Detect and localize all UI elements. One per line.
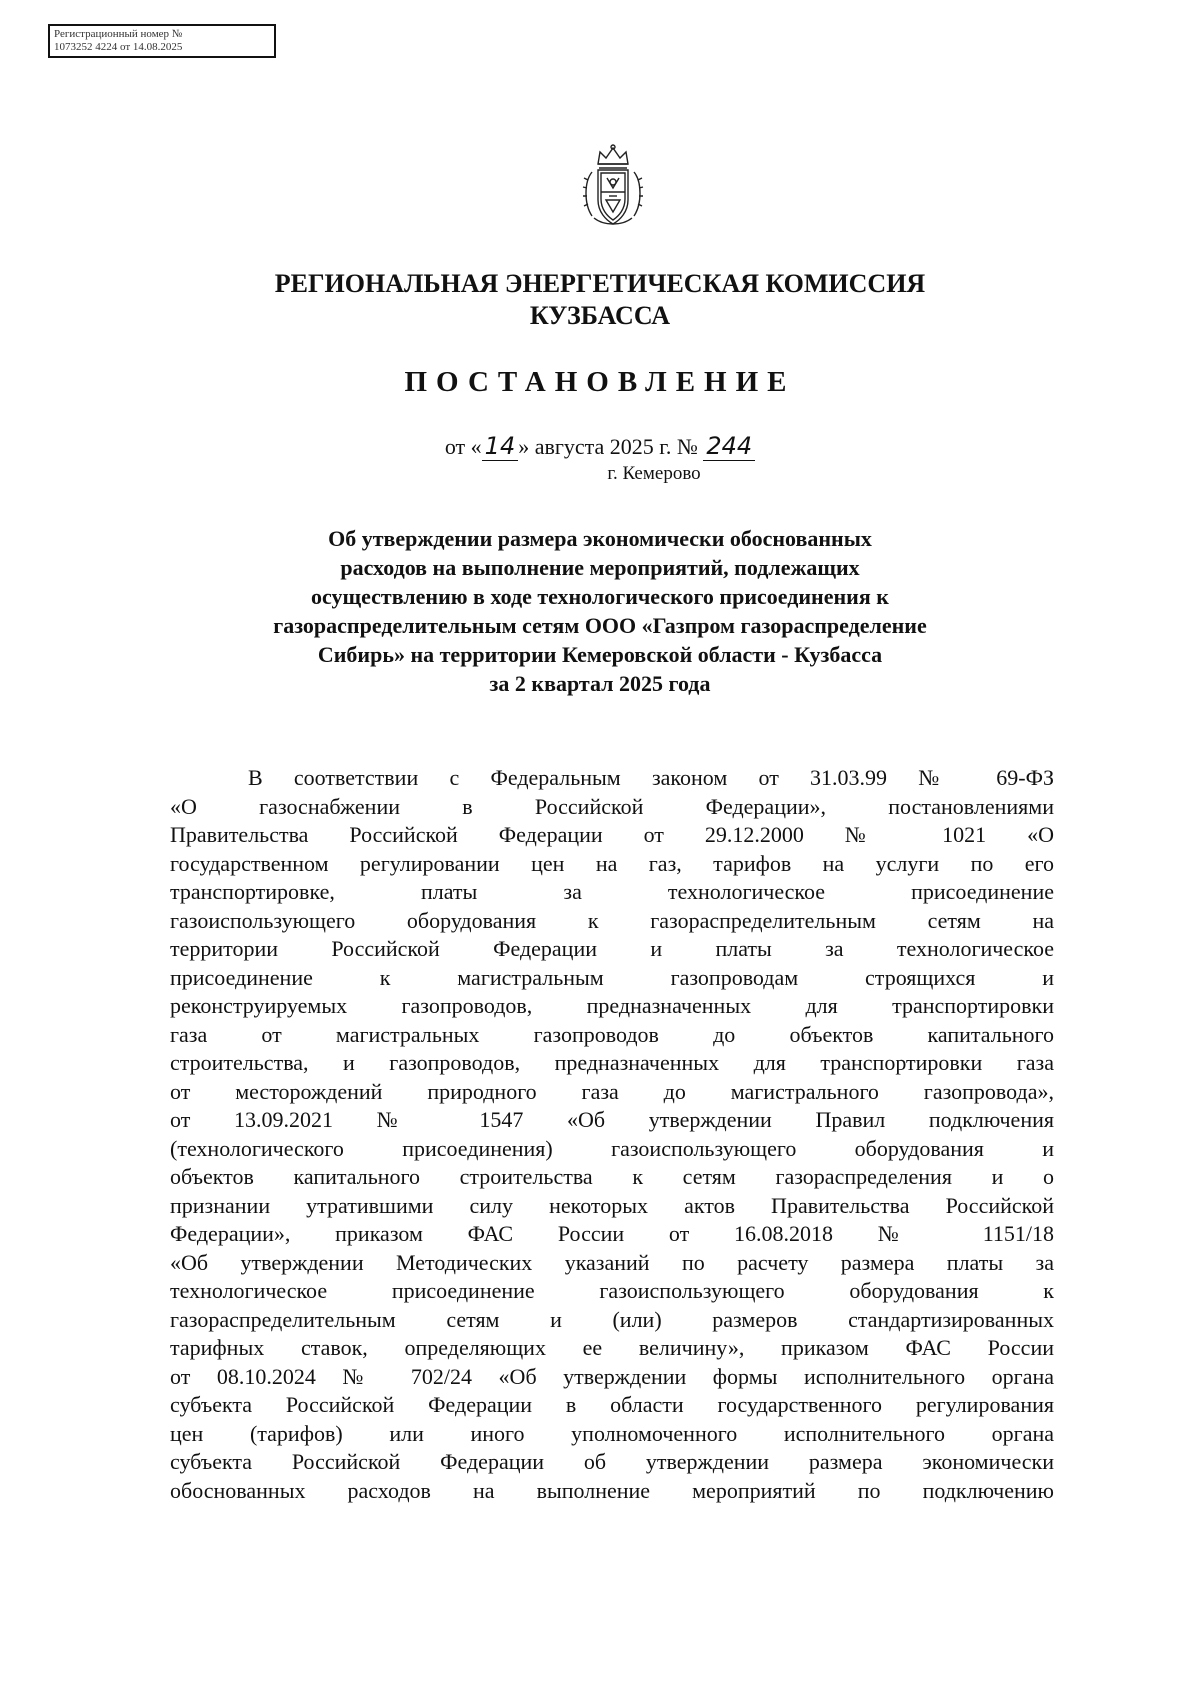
organization-title-line2: КУЗБАССА bbox=[529, 301, 671, 330]
subject-line: газораспределительным сетям ООО «Газпром газораспределение bbox=[273, 613, 927, 638]
body-line: газоиспользующего оборудования к газораспределительным сетям на bbox=[170, 907, 1054, 933]
resolution-subject bbox=[150, 524, 1050, 698]
body-line: газораспределительным сетям и (или) размеров стандартизированных bbox=[170, 1306, 1054, 1332]
body-line: В соответствии с Федеральным законом от 31.03.99 № 69-ФЗ bbox=[248, 765, 1054, 790]
body-line: строительства, и газопроводов, предназначенных для транспортировки газа bbox=[170, 1050, 1054, 1075]
body-line: признании утратившими силу некоторых актов Правительства Российской bbox=[170, 1192, 1054, 1218]
registration-stamp-line2: 1073252 4224 от 14.08.2025 bbox=[54, 41, 183, 53]
organization-title bbox=[0, 268, 1200, 332]
body-line: обоснованных расходов на выполнение мероприятий по подключению bbox=[170, 1477, 1054, 1503]
body-line: транспортировке, платы за технологическое присоединение bbox=[170, 879, 1054, 904]
body-line: «Об утверждении Методических указаний по расчету размера платы за bbox=[170, 1249, 1054, 1275]
body-line: государственном регулировании цен на газ, тарифов на услуги по его bbox=[170, 850, 1054, 876]
body-line: реконструируемых газопроводов, предназначенных для транспортировки bbox=[170, 993, 1054, 1018]
body-line: субъекта Российской Федерации об утверждении размера экономически bbox=[170, 1449, 1054, 1474]
body-line: тарифных ставок, определяющих ее величину», приказом ФАС России bbox=[170, 1335, 1054, 1360]
date-prefix: от « bbox=[444, 434, 482, 459]
body-line: «О газоснабжении в Российской Федерации», постановлениями bbox=[170, 793, 1054, 819]
coat-of-arms-icon bbox=[578, 142, 648, 232]
organization-title-line1: РЕГИОНАЛЬНАЯ ЭНЕРГЕТИЧЕСКАЯ КОМИССИЯ bbox=[274, 269, 926, 298]
date-day-handwritten: 14 bbox=[482, 432, 519, 461]
registration-stamp bbox=[48, 24, 276, 58]
body-line: присоединение к магистральным газопроводам строящихся и bbox=[170, 964, 1054, 990]
body-line: субъекта Российской Федерации в области государственного регулирования bbox=[170, 1392, 1054, 1417]
document-type-heading: ПОСТАНОВЛЕНИЕ bbox=[404, 366, 796, 398]
body-line: от 13.09.2021 № 1547 «Об утверждении Правил подключения bbox=[170, 1107, 1054, 1132]
body-line: газа от магистральных газопроводов до объектов капитального bbox=[170, 1021, 1054, 1047]
body-line: территории Российской Федерации и платы за технологическое bbox=[170, 936, 1054, 961]
subject-line: осуществлению в ходе технологического присоединения к bbox=[311, 584, 889, 609]
subject-line: за 2 квартал 2025 года bbox=[489, 671, 711, 696]
body-line: от 08.10.2024 № 702/24 «Об утверждении формы исполнительного органа bbox=[170, 1363, 1054, 1389]
body-line: технологическое присоединение газоиспользующего оборудования к bbox=[170, 1278, 1054, 1303]
body-line: объектов капитального строительства к сетям газораспределения и о bbox=[170, 1164, 1054, 1189]
subject-line: Об утверждении размера экономически обоснованных bbox=[328, 526, 872, 551]
resolution-date-line bbox=[0, 432, 1200, 461]
subject-line: расходов на выполнение мероприятий, подлежащих bbox=[340, 555, 860, 580]
body-line: (технологического присоединения) газоиспользующего оборудования и bbox=[170, 1135, 1054, 1161]
date-middle: » августа 2025 г. № bbox=[518, 434, 698, 459]
body-paragraph bbox=[170, 764, 1054, 1505]
body-line: от месторождений природного газа до магистрального газопровода», bbox=[170, 1078, 1054, 1104]
registration-stamp-line1: Регистрационный номер № bbox=[54, 28, 183, 40]
body-line: цен (тарифов) или иного уполномоченного исполнительного органа bbox=[170, 1420, 1054, 1446]
body-line: Правительства Российской Федерации от 29.12.2000 № 1021 «О bbox=[170, 822, 1054, 847]
subject-line: Сибирь» на территории Кемеровской области - Кузбасса bbox=[317, 642, 883, 667]
resolution-number-handwritten: 244 bbox=[703, 432, 755, 461]
body-line: Федерации», приказом ФАС России от 16.08.2018 № 1151/18 bbox=[170, 1221, 1054, 1246]
city-line: г. Кемерово bbox=[607, 463, 701, 484]
